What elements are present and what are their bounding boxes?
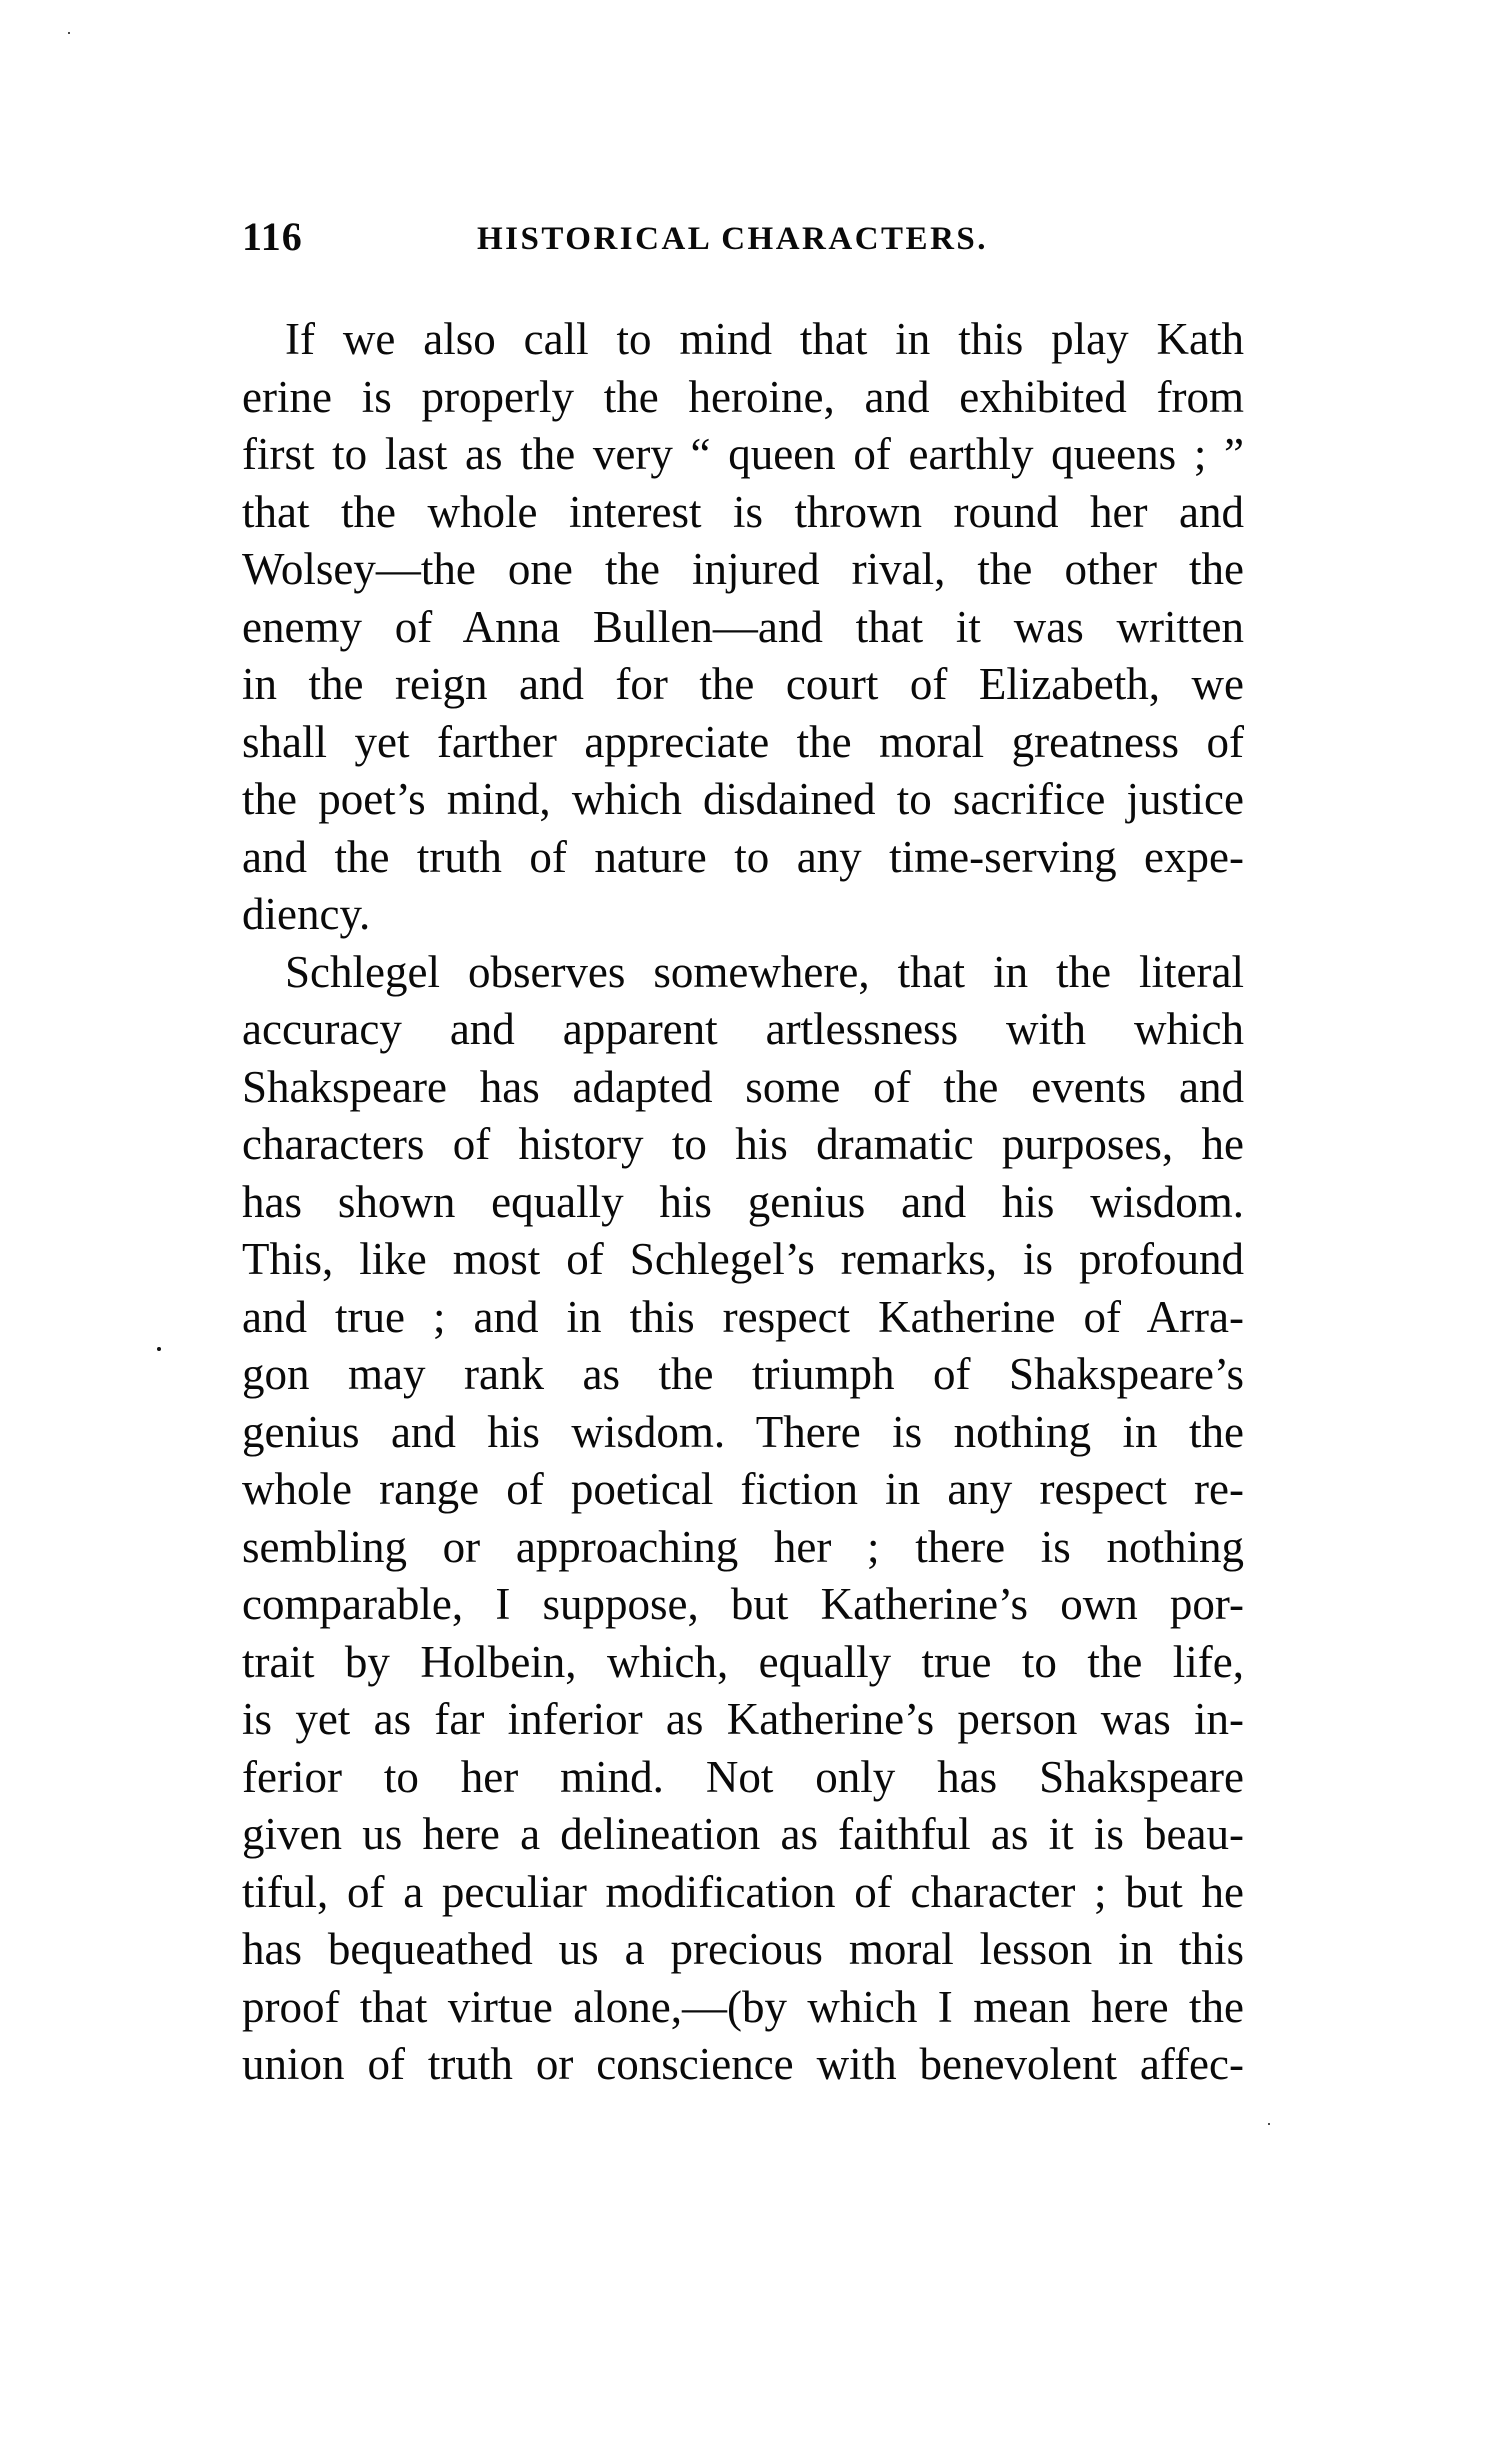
text-line: erine is properly the heroine, and exhibited from	[242, 371, 1244, 422]
text-line: in the reign and for the court of Elizabeth, we	[242, 659, 1244, 709]
text-line: and true ; and in this respect Katherine of Arra-	[242, 1291, 1244, 1342]
text-line: given us here a delineation as faithful as it is beau-	[242, 1809, 1244, 1859]
paper-speck	[1268, 2123, 1270, 2125]
text-line: trait by Holbein, which, equally true to the life,	[242, 1636, 1244, 1687]
text-line: genius and his wisdom. There is nothing in the	[242, 1406, 1244, 1457]
running-title: HISTORICAL CHARACTERS.	[477, 221, 989, 257]
text-line: If we also call to mind that in this play Kath	[285, 314, 1244, 364]
text-line: gon may rank as the triumph of Shakspeare’s	[242, 1349, 1244, 1399]
text-line: that the whole interest is thrown round her and	[242, 486, 1244, 537]
text-line: union of truth or conscience with benevolent affec-	[242, 2039, 1244, 2089]
text-line: accuracy and apparent artlessness with which	[242, 1004, 1244, 1054]
text-line: sembling or approaching her ; there is nothing	[242, 1521, 1244, 1572]
text-line: ferior to her mind. Not only has Shakspeare	[242, 1751, 1244, 1802]
paper-speck	[68, 32, 70, 34]
text-line: Wolsey—the one the injured rival, the other the	[242, 544, 1244, 594]
text-line: comparable, I suppose, but Katherine’s own por-	[242, 1579, 1244, 1629]
text-line: whole range of poetical fiction in any respect re-	[242, 1464, 1244, 1514]
text-line: has bequeathed us a precious moral lesson in this	[242, 1924, 1244, 1974]
paper-speck	[157, 1347, 161, 1351]
text-line: proof that virtue alone,—(by which I mean here the	[242, 1981, 1244, 2032]
running-head	[242, 212, 1242, 262]
text-line: has shown equally his genius and his wisdom.	[242, 1176, 1244, 1227]
text-line: This, like most of Schlegel’s remarks, is profound	[242, 1234, 1244, 1284]
text-line: Shakspeare has adapted some of the events and	[242, 1061, 1244, 1112]
page-number: 116	[242, 214, 303, 259]
text-line: first to last as the very “ queen of earthly queens ; ”	[242, 429, 1244, 479]
body-text	[242, 311, 1244, 2094]
text-line: the poet’s mind, which disdained to sacrifice justice	[242, 774, 1244, 824]
text-line: tiful, of a peculiar modification of character ; but he	[242, 1866, 1244, 1917]
text-line: characters of history to his dramatic purposes, he	[242, 1119, 1244, 1169]
text-line: is yet as far inferior as Katherine’s person was in-	[242, 1694, 1244, 1744]
text-line: enemy of Anna Bullen—and that it was written	[242, 601, 1244, 652]
text-line: diency.	[242, 889, 371, 939]
text-line: Schlegel observes somewhere, that in the literal	[285, 946, 1244, 997]
text-line: and the truth of nature to any time-serving expe-	[242, 831, 1244, 882]
text-line: shall yet farther appreciate the moral greatness of	[242, 716, 1244, 767]
